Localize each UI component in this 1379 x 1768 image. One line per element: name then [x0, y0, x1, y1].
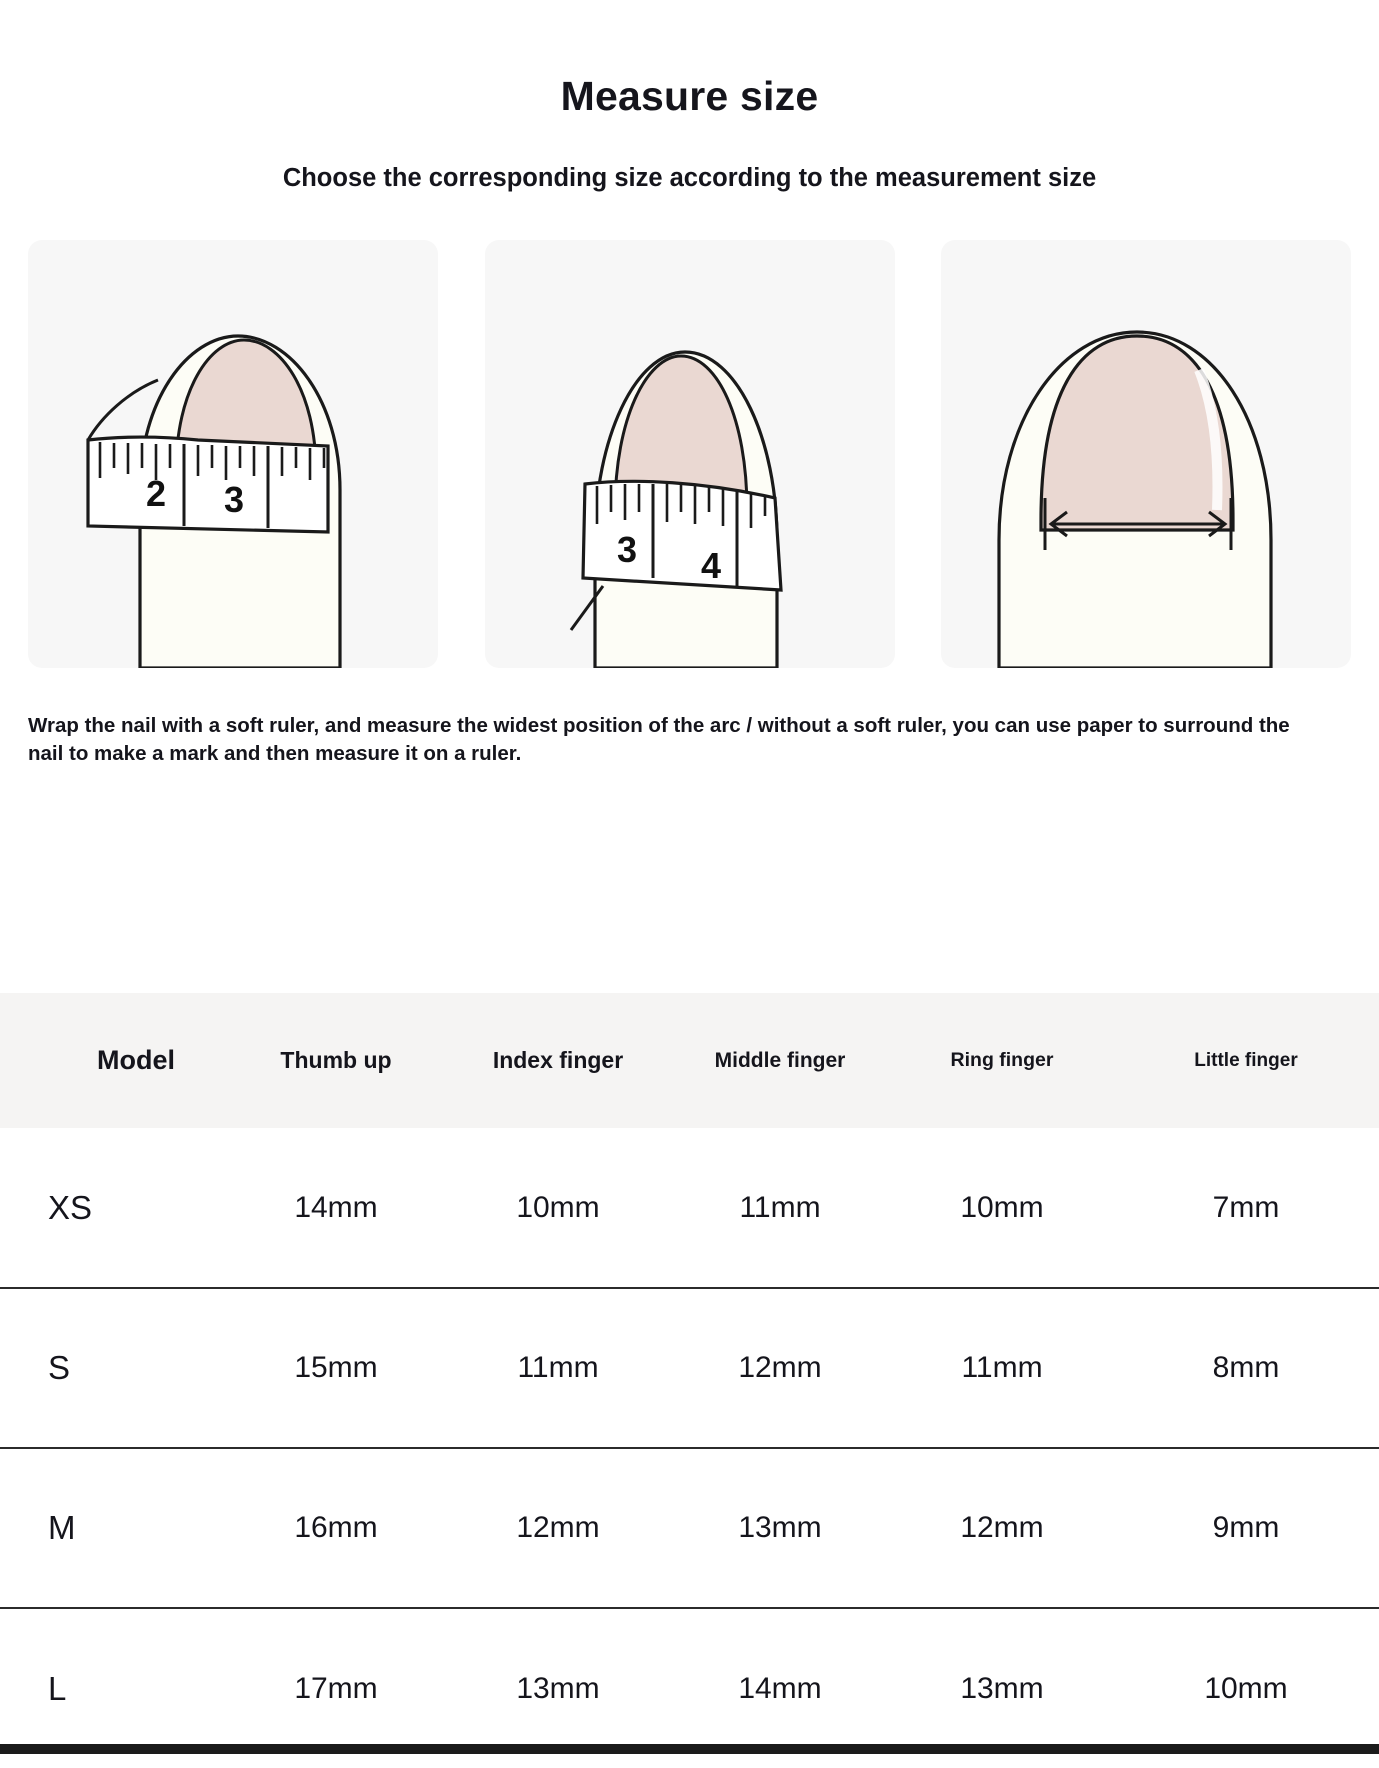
- row-middle: 12mm: [669, 1288, 891, 1448]
- page-title: Measure size: [560, 73, 819, 120]
- svg-text:2: 2: [146, 472, 167, 514]
- table-row: [0, 1288, 1379, 1448]
- column-header-ring: Ring finger: [950, 1049, 1054, 1072]
- row-middle: 11mm: [669, 1128, 891, 1288]
- measure-size-page: [0, 27, 1379, 1754]
- row-ring: 10mm: [891, 1128, 1113, 1288]
- size-table-body: [0, 1128, 1379, 1768]
- row-thumb: 15mm: [225, 1288, 447, 1448]
- table-header-row: [0, 993, 1379, 1128]
- row-little: 10mm: [1113, 1608, 1379, 1768]
- row-ring: 13mm: [891, 1608, 1113, 1768]
- row-model: S: [0, 1288, 225, 1448]
- table-row: [0, 1128, 1379, 1288]
- column-header-index: Index finger: [492, 1047, 624, 1074]
- table-row: [0, 1448, 1379, 1608]
- index-ruler-illustration: [485, 240, 895, 668]
- row-ring: 12mm: [891, 1448, 1113, 1608]
- column-header-thumb: Thumb up: [280, 1047, 392, 1074]
- row-index: 12mm: [447, 1448, 669, 1608]
- nail-width-drawing: [941, 240, 1351, 668]
- row-thumb: 14mm: [225, 1128, 447, 1288]
- svg-text:4: 4: [700, 544, 721, 586]
- row-middle: 14mm: [669, 1608, 891, 1768]
- svg-text:3: 3: [224, 478, 245, 520]
- row-model: L: [0, 1608, 225, 1768]
- thumb-ruler-illustration: [28, 240, 438, 668]
- column-header-little: Little finger: [1194, 1049, 1298, 1071]
- nail-width-arrow-illustration: [941, 240, 1351, 668]
- column-header-model: Model: [97, 1045, 175, 1076]
- row-model: M: [0, 1448, 225, 1608]
- row-index: 11mm: [447, 1288, 669, 1448]
- svg-text:3: 3: [616, 528, 637, 570]
- index-ruler-drawing: [485, 240, 895, 668]
- row-thumb: 17mm: [225, 1608, 447, 1768]
- column-header-middle: Middle finger: [714, 1048, 846, 1072]
- size-table-header: [0, 993, 1379, 1128]
- size-table: [0, 993, 1379, 1768]
- thumb-ruler-drawing: [28, 240, 438, 668]
- row-middle: 13mm: [669, 1448, 891, 1608]
- row-thumb: 16mm: [225, 1448, 447, 1608]
- size-table-container: [0, 993, 1379, 1768]
- page-subtitle: Choose the corresponding size according to the measurement size: [282, 163, 1097, 192]
- row-index: 13mm: [447, 1608, 669, 1768]
- row-ring: 11mm: [891, 1288, 1113, 1448]
- row-little: 9mm: [1113, 1448, 1379, 1608]
- row-little: 7mm: [1113, 1128, 1379, 1288]
- illustration-row: [0, 240, 1379, 668]
- row-little: 8mm: [1113, 1288, 1379, 1448]
- bottom-bar: [0, 1744, 1379, 1754]
- measurement-instructions: Wrap the nail with a soft ruler, and measure the widest position of the arc / without a soft ruler, you can use paper to surround the nail to make a mark and then measure it on a ruler.: [28, 713, 1290, 765]
- row-model: XS: [0, 1128, 225, 1288]
- row-index: 10mm: [447, 1128, 669, 1288]
